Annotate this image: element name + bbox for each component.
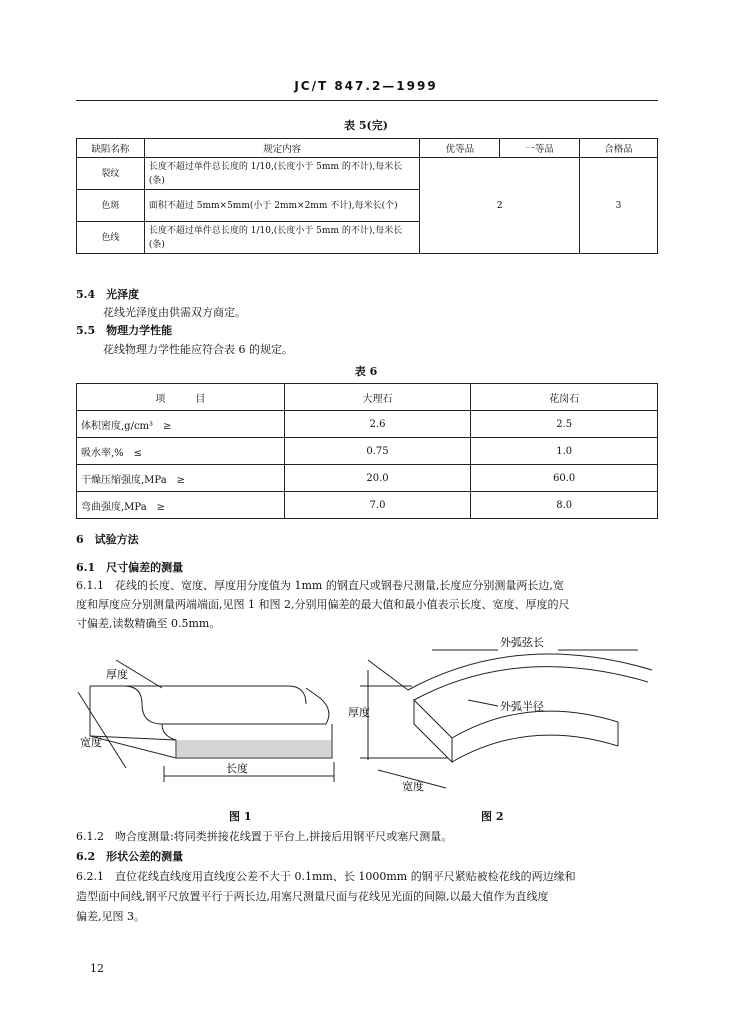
fig2-arc-radius-label: 外弧半径 (500, 700, 544, 713)
section-6-1-1-line3: 寸偏差,读数精确至 0.5mm。 (76, 617, 221, 630)
table6-header-row (77, 384, 658, 411)
table-row (77, 411, 658, 438)
table6 (76, 383, 658, 519)
table6-col-item: 项 目 (77, 384, 285, 411)
property-name: 吸水率,% ≤ (77, 438, 285, 465)
figure1-caption: 图 1 (229, 810, 252, 823)
figure2-arc-molding-diagram (348, 630, 660, 798)
table5-col-premium: 优等品 (420, 139, 500, 158)
defect-name: 裂纹 (77, 158, 145, 190)
section-5-4-title: 5.4 光泽度 (76, 288, 140, 301)
table-row (77, 492, 658, 519)
standard-number-header: JC/T 847.2—1999 (294, 79, 438, 93)
fig2-width-label: 宽度 (402, 780, 424, 793)
defect-name: 色斑 (77, 190, 145, 222)
granite-value: 1.0 (471, 438, 658, 465)
section-6-1-1-line2: 度和厚度应分别测量两端端面,见图 1 和图 2,分别用偏差的最大值和最小值表示长度、宽度、厚度的尺 (76, 598, 570, 611)
defect-content: 面积不超过 5mm×5mm(小于 2mm×2mm 不计),每米长(个) (144, 190, 420, 222)
table5 (76, 138, 658, 254)
section-6-2-1-line1: 6.2.1 直位花线直线度用直线度公差不大于 0.1mm、长 1000mm 的钢平尺紧贴被检花线的两边缘和 (76, 870, 576, 883)
table5-col-first: 一等品 (500, 139, 580, 158)
table6-col-marble: 大理石 (284, 384, 471, 411)
granite-value: 60.0 (471, 465, 658, 492)
marble-value: 7.0 (284, 492, 471, 519)
table5-col-qualified: 合格品 (580, 139, 658, 158)
fig1-width-label: 宽度 (80, 736, 102, 749)
granite-value: 2.5 (471, 411, 658, 438)
table-row (77, 158, 658, 190)
table5-header-row (77, 139, 658, 158)
marble-value: 0.75 (284, 438, 471, 465)
page-number: 12 (90, 962, 104, 975)
defect-name: 色线 (77, 222, 145, 254)
premium-first-value: 2 (420, 158, 580, 254)
fig2-arc-chord-label: 外弧弦长 (500, 636, 544, 649)
table6-col-granite: 花岗石 (471, 384, 658, 411)
section-6-2-1-line2: 造型面中间线,钢平尺放置平行于两长边,用塞尺测量尺面与花线见光面的间隙,以最大值作为直线度 (76, 890, 549, 903)
figure1-molding-diagram (76, 648, 356, 798)
section-5-5-title: 5.5 物理力学性能 (76, 324, 173, 337)
marble-value: 20.0 (284, 465, 471, 492)
fig1-thickness-label: 厚度 (106, 668, 128, 681)
section-6-1-1-line1: 6.1.1 花线的长度、宽度、厚度用分度值为 1mm 的钢直尺或钢卷尺测量,长度应分别测量两长边,宽 (76, 579, 564, 592)
section-6-2-1-line3: 偏差,见图 3。 (76, 910, 145, 923)
property-name: 干燥压缩强度,MPa ≥ (77, 465, 285, 492)
table5-col-content: 规定内容 (144, 139, 420, 158)
section-6-1-2-text: 6.1.2 吻合度测量:将同类拼接花线置于平台上,拼接后用钢平尺或塞尺测量。 (76, 830, 453, 843)
table-row (77, 438, 658, 465)
table5-caption: 表 5(完) (344, 119, 388, 132)
fig2-thickness-label: 厚度 (348, 706, 370, 719)
property-name: 弯曲强度,MPa ≥ (77, 492, 285, 519)
marble-value: 2.6 (284, 411, 471, 438)
header-rule (76, 100, 658, 101)
qualified-value: 3 (580, 158, 658, 254)
defect-content: 长度不超过单件总长度的 1/10,(长度小于 5mm 的不计),每米长(条) (144, 222, 420, 254)
granite-value: 8.0 (471, 492, 658, 519)
fig1-length-label: 长度 (226, 762, 248, 775)
table5-col-defect: 缺陷名称 (77, 139, 145, 158)
table-row (77, 465, 658, 492)
property-name: 体积密度,g/cm³ ≥ (77, 411, 285, 438)
figure2-caption: 图 2 (481, 810, 504, 823)
section-5-4-text: 花线光泽度由供需双方商定。 (103, 306, 246, 319)
table6-caption: 表 6 (354, 365, 378, 378)
section-5-5-text: 花线物理力学性能应符合表 6 的规定。 (103, 343, 293, 356)
defect-content: 长度不超过单件总长度的 1/10,(长度小于 5mm 的不计),每米长(条) (144, 158, 420, 190)
section-6-title: 6 试验方法 (76, 533, 139, 546)
section-6-1-title: 6.1 尺寸偏差的测量 (76, 561, 184, 574)
section-6-2-title: 6.2 形状公差的测量 (76, 850, 184, 863)
